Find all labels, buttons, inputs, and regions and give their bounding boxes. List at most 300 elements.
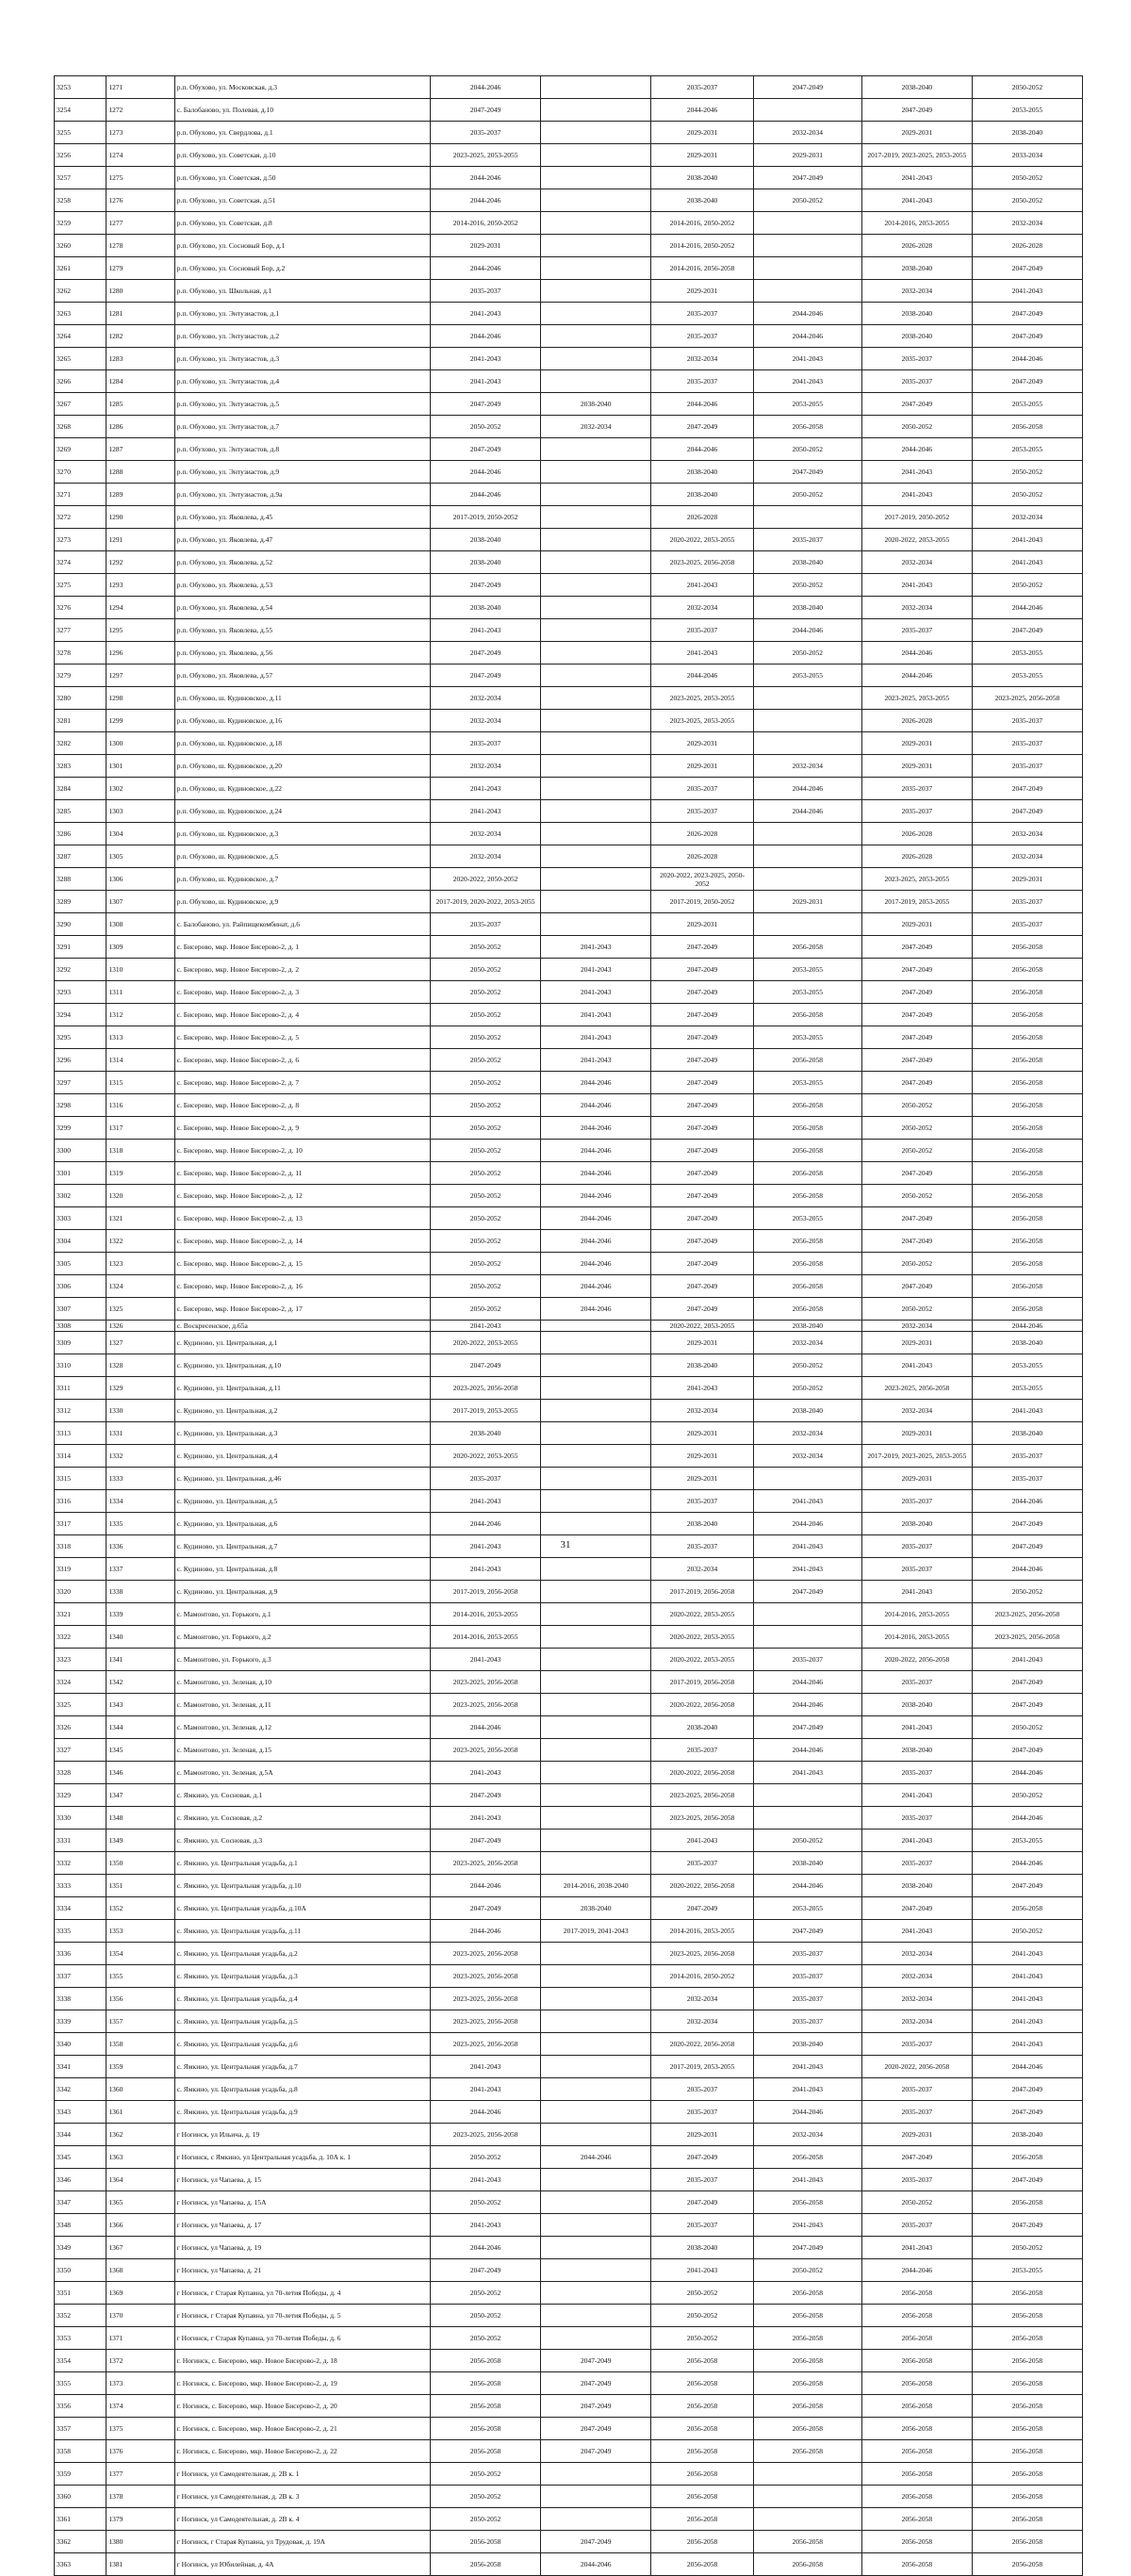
cell-period-1: 2044-2046 <box>431 1875 541 1897</box>
cell-object-id: 1315 <box>107 1072 174 1094</box>
cell-address: р.п. Обухово, ул. Яковлева, д.53 <box>174 574 430 597</box>
cell-row-number: 3256 <box>55 144 107 167</box>
cell-object-id: 1340 <box>107 1626 174 1649</box>
cell-row-number: 3333 <box>55 1875 107 1897</box>
cell-period-5: 2035-2037 <box>861 348 972 370</box>
cell-period-1: 2047-2049 <box>431 438 541 461</box>
cell-period-5: 2056-2058 <box>861 2305 972 2327</box>
cell-period-5: 2056-2058 <box>861 2372 972 2395</box>
table-row <box>55 1026 1083 1049</box>
cell-period-6: 2038-2040 <box>972 2124 1082 2146</box>
cell-period-2 <box>541 2282 651 2305</box>
cell-period-4: 2044-2046 <box>753 1739 861 1762</box>
cell-period-3: 2041-2043 <box>651 574 754 597</box>
cell-period-4: 2056-2058 <box>753 2282 861 2305</box>
cell-row-number: 3264 <box>55 325 107 348</box>
cell-period-3: 2056-2058 <box>651 2418 754 2440</box>
cell-period-4: 2053-2055 <box>753 393 861 416</box>
cell-period-2: 2044-2046 <box>541 1140 651 1162</box>
cell-address: р.п. Обухово, ш. Кудиновское, д.11 <box>174 687 430 710</box>
cell-object-id: 1290 <box>107 506 174 529</box>
table-row <box>55 2440 1083 2463</box>
cell-period-1: 2029-2031 <box>431 235 541 257</box>
cell-address: с. Бисерово, мкр. Новое Бисерово-2, д. 7 <box>174 1072 430 1094</box>
cell-period-3: 2038-2040 <box>651 461 754 484</box>
cell-period-3: 2047-2049 <box>651 1072 754 1094</box>
cell-period-3: 2035-2037 <box>651 76 754 99</box>
cell-period-5: 2035-2037 <box>861 1535 972 1558</box>
cell-period-4 <box>753 710 861 732</box>
cell-row-number: 3299 <box>55 1117 107 1140</box>
cell-period-6: 2056-2058 <box>972 1094 1082 1117</box>
cell-row-number: 3317 <box>55 1513 107 1535</box>
cell-period-6: 2056-2058 <box>972 2372 1082 2395</box>
cell-row-number: 3315 <box>55 1468 107 1490</box>
cell-row-number: 3276 <box>55 597 107 619</box>
cell-period-3: 2035-2037 <box>651 2101 754 2124</box>
cell-period-3: 2017-2019, 2053-2055 <box>651 2056 754 2078</box>
table-row <box>55 2056 1083 2078</box>
table-row <box>55 1581 1083 1603</box>
table-row <box>55 461 1083 484</box>
cell-period-1: 2041-2043 <box>431 303 541 325</box>
cell-period-2 <box>541 529 651 551</box>
cell-period-2 <box>541 144 651 167</box>
cell-period-4: 2044-2046 <box>753 1513 861 1535</box>
table-row <box>55 325 1083 348</box>
cell-period-4: 2053-2055 <box>753 665 861 687</box>
cell-period-1: 2047-2049 <box>431 1897 541 1920</box>
cell-period-1: 2035-2037 <box>431 913 541 936</box>
cell-period-2 <box>541 2508 651 2531</box>
cell-period-2 <box>541 2463 651 2486</box>
table-row <box>55 280 1083 303</box>
table-row <box>55 1626 1083 1649</box>
cell-object-id: 1301 <box>107 755 174 778</box>
cell-address: р.п. Обухово, ул. Советская, д.51 <box>174 189 430 212</box>
cell-period-3: 2032-2034 <box>651 348 754 370</box>
cell-period-6: 2056-2058 <box>972 1117 1082 1140</box>
cell-row-number: 3283 <box>55 755 107 778</box>
cell-row-number: 3293 <box>55 981 107 1004</box>
cell-row-number: 3253 <box>55 76 107 99</box>
cell-period-3: 2029-2031 <box>651 144 754 167</box>
table-row <box>55 1852 1083 1875</box>
cell-row-number: 3316 <box>55 1490 107 1513</box>
cell-period-1: 2032-2034 <box>431 755 541 778</box>
cell-period-6: 2056-2058 <box>972 1140 1082 1162</box>
cell-period-3: 2050-2052 <box>651 2327 754 2350</box>
cell-period-5: 2056-2058 <box>861 2508 972 2531</box>
cell-period-1: 2050-2052 <box>431 1253 541 1275</box>
table-row <box>55 665 1083 687</box>
table-row <box>55 1117 1083 1140</box>
cell-period-3: 2038-2040 <box>651 189 754 212</box>
cell-object-id: 1344 <box>107 1716 174 1739</box>
table-row <box>55 2553 1083 2576</box>
cell-period-3: 2047-2049 <box>651 416 754 438</box>
cell-object-id: 1364 <box>107 2169 174 2191</box>
cell-period-2 <box>541 1671 651 1694</box>
table-row <box>55 1094 1083 1117</box>
cell-period-5: 2056-2058 <box>861 2395 972 2418</box>
cell-period-4 <box>753 2486 861 2508</box>
cell-period-3: 2023-2025, 2056-2058 <box>651 1784 754 1807</box>
cell-period-4 <box>753 212 861 235</box>
cell-object-id: 1299 <box>107 710 174 732</box>
cell-period-2 <box>541 551 651 574</box>
cell-address: с. Ямкино, ул. Центральная усадьба, д.3 <box>174 1965 430 1988</box>
cell-period-2 <box>541 348 651 370</box>
cell-object-id: 1331 <box>107 1422 174 1445</box>
cell-period-5: 2056-2058 <box>861 2463 972 2486</box>
cell-period-1: 2056-2058 <box>431 2553 541 2576</box>
table-row <box>55 303 1083 325</box>
cell-period-3: 2041-2043 <box>651 642 754 665</box>
cell-period-1: 2023-2025, 2056-2058 <box>431 1965 541 1988</box>
cell-period-5: 2050-2052 <box>861 1298 972 1321</box>
cell-period-6: 2044-2046 <box>972 1490 1082 1513</box>
cell-period-1: 2041-2043 <box>431 778 541 800</box>
cell-period-5: 2038-2040 <box>861 325 972 348</box>
cell-period-5: 2026-2028 <box>861 845 972 868</box>
cell-period-4 <box>753 506 861 529</box>
cell-address: р.п. Обухово, ул. Энтузиастов, д.2 <box>174 325 430 348</box>
cell-row-number: 3274 <box>55 551 107 574</box>
cell-period-1: 2041-2043 <box>431 348 541 370</box>
cell-address: г Ногинск, ул Самодеятельная, д. 2В к. 3 <box>174 2486 430 2508</box>
cell-row-number: 3311 <box>55 1377 107 1400</box>
cell-period-1: 2044-2046 <box>431 257 541 280</box>
cell-period-6: 2056-2058 <box>972 416 1082 438</box>
table-row <box>55 959 1083 981</box>
cell-period-5: 2047-2049 <box>861 2146 972 2169</box>
cell-period-4: 2056-2058 <box>753 2372 861 2395</box>
cell-period-4: 2041-2043 <box>753 1558 861 1581</box>
cell-period-4: 2035-2037 <box>753 1965 861 1988</box>
cell-address: р.п. Обухово, ул. Яковлева, д.54 <box>174 597 430 619</box>
cell-period-3: 2026-2028 <box>651 845 754 868</box>
cell-period-5: 2029-2031 <box>861 1422 972 1445</box>
cell-period-3: 2044-2046 <box>651 438 754 461</box>
cell-object-id: 1277 <box>107 212 174 235</box>
table-row <box>55 619 1083 642</box>
cell-period-1: 2047-2049 <box>431 574 541 597</box>
cell-row-number: 3289 <box>55 891 107 913</box>
cell-period-2 <box>541 122 651 144</box>
cell-period-5: 2047-2049 <box>861 1230 972 1253</box>
cell-period-3: 2032-2034 <box>651 1400 754 1422</box>
cell-period-1: 2050-2052 <box>431 1049 541 1072</box>
cell-period-1: 2023-2025, 2056-2058 <box>431 2033 541 2056</box>
table-row <box>55 1377 1083 1400</box>
table-row <box>55 2169 1083 2191</box>
cell-period-6: 2041-2043 <box>972 280 1082 303</box>
cell-address: р.п. Обухово, ул. Яковлева, д.45 <box>174 506 430 529</box>
cell-period-1: 2017-2019, 2053-2055 <box>431 1400 541 1422</box>
cell-period-2 <box>541 1965 651 1988</box>
cell-period-6: 2053-2055 <box>972 1354 1082 1377</box>
cell-period-4 <box>753 1626 861 1649</box>
cell-period-6: 2047-2049 <box>972 1671 1082 1694</box>
cell-address: с. Бисерово, мкр. Новое Бисерово-2, д. 5 <box>174 1026 430 1049</box>
cell-period-2: 2038-2040 <box>541 393 651 416</box>
cell-object-id: 1272 <box>107 99 174 122</box>
cell-address: р.п. Обухово, ш. Кудиновское, д.22 <box>174 778 430 800</box>
cell-period-4 <box>753 732 861 755</box>
cell-period-6: 2038-2040 <box>972 1422 1082 1445</box>
cell-period-5: 2050-2052 <box>861 1117 972 1140</box>
cell-period-6: 2044-2046 <box>972 1807 1082 1829</box>
cell-period-1: 2050-2052 <box>431 2146 541 2169</box>
cell-period-2 <box>541 1852 651 1875</box>
cell-period-6: 2056-2058 <box>972 1049 1082 1072</box>
cell-period-5: 2035-2037 <box>861 370 972 393</box>
cell-period-6: 2053-2055 <box>972 438 1082 461</box>
cell-object-id: 1354 <box>107 1943 174 1965</box>
cell-period-6: 2035-2037 <box>972 710 1082 732</box>
cell-period-3: 2032-2034 <box>651 1558 754 1581</box>
cell-period-2 <box>541 755 651 778</box>
cell-period-4: 2056-2058 <box>753 2305 861 2327</box>
cell-period-5: 2035-2037 <box>861 2214 972 2237</box>
cell-period-5: 2029-2031 <box>861 755 972 778</box>
cell-address: г Ногинск, ул Юбилейная, д. 4А <box>174 2553 430 2576</box>
cell-period-2 <box>541 597 651 619</box>
cell-row-number: 3312 <box>55 1400 107 1422</box>
cell-object-id: 1317 <box>107 1117 174 1140</box>
cell-row-number: 3313 <box>55 1422 107 1445</box>
cell-period-5: 2035-2037 <box>861 2101 972 2124</box>
cell-period-5: 2032-2034 <box>861 1988 972 2010</box>
cell-address: с. Ямкино, ул. Центральная усадьба, д.4 <box>174 1988 430 2010</box>
cell-period-3: 2047-2049 <box>651 2146 754 2169</box>
cell-period-6: 2035-2037 <box>972 732 1082 755</box>
table-row <box>55 1875 1083 1897</box>
table-row <box>55 1162 1083 1185</box>
cell-object-id: 1368 <box>107 2259 174 2282</box>
cell-period-3: 2017-2019, 2056-2058 <box>651 1671 754 1694</box>
cell-object-id: 1345 <box>107 1739 174 1762</box>
table-row <box>55 1275 1083 1298</box>
cell-period-5: 2056-2058 <box>861 2553 972 2576</box>
cell-period-1: 2023-2025, 2056-2058 <box>431 1694 541 1716</box>
cell-period-4 <box>753 868 861 891</box>
cell-period-5: 2047-2049 <box>861 936 972 959</box>
cell-address: с. Кудиново, ул. Центральная, д.6 <box>174 1513 430 1535</box>
cell-period-6: 2056-2058 <box>972 2282 1082 2305</box>
table-row <box>55 257 1083 280</box>
cell-period-4: 2056-2058 <box>753 1004 861 1026</box>
table-row <box>55 1558 1083 1581</box>
cell-address: р.п. Обухово, ул. Энтузиастов, д.4 <box>174 370 430 393</box>
table-row <box>55 1762 1083 1784</box>
cell-address: с. Ямкино, ул. Центральная усадьба, д.7 <box>174 2056 430 2078</box>
cell-period-6: 2050-2052 <box>972 1581 1082 1603</box>
table-row <box>55 393 1083 416</box>
cell-period-5: 2047-2049 <box>861 393 972 416</box>
cell-period-6: 2032-2034 <box>972 506 1082 529</box>
cell-period-2 <box>541 2169 651 2191</box>
cell-period-6: 2032-2034 <box>972 823 1082 845</box>
table-row <box>55 732 1083 755</box>
cell-row-number: 3348 <box>55 2214 107 2237</box>
cell-period-6: 2056-2058 <box>972 936 1082 959</box>
cell-period-1: 2017-2019, 2050-2052 <box>431 506 541 529</box>
cell-period-6: 2026-2028 <box>972 235 1082 257</box>
cell-period-5: 2050-2052 <box>861 2191 972 2214</box>
cell-object-id: 1380 <box>107 2531 174 2553</box>
cell-period-3: 2014-2016, 2053-2055 <box>651 1920 754 1943</box>
cell-row-number: 3263 <box>55 303 107 325</box>
cell-row-number: 3309 <box>55 1332 107 1354</box>
cell-period-3: 2047-2049 <box>651 1094 754 1117</box>
cell-address: с. Бисерово, мкр. Новое Бисерово-2, д. 13 <box>174 1207 430 1230</box>
cell-object-id: 1347 <box>107 1784 174 1807</box>
cell-period-5: 2038-2040 <box>861 1875 972 1897</box>
cell-period-2 <box>541 2056 651 2078</box>
cell-period-6: 2035-2037 <box>972 1445 1082 1468</box>
cell-period-4: 2044-2046 <box>753 1875 861 1897</box>
cell-period-1: 2020-2022, 2053-2055 <box>431 1445 541 1468</box>
cell-object-id: 1305 <box>107 845 174 868</box>
cell-object-id: 1276 <box>107 189 174 212</box>
cell-object-id: 1275 <box>107 167 174 189</box>
cell-period-5: 2050-2052 <box>861 1140 972 1162</box>
cell-period-6: 2044-2046 <box>972 2056 1082 2078</box>
cell-period-4: 2035-2037 <box>753 1943 861 1965</box>
cell-period-4: 2041-2043 <box>753 2169 861 2191</box>
cell-period-2: 2041-2043 <box>541 959 651 981</box>
cell-period-5: 2017-2019, 2050-2052 <box>861 506 972 529</box>
cell-address: р.п. Обухово, ул. Энтузиастов, д.1 <box>174 303 430 325</box>
table-row <box>55 1207 1083 1230</box>
cell-object-id: 1359 <box>107 2056 174 2078</box>
table-row <box>55 2191 1083 2214</box>
cell-address: с. Бисерово, мкр. Новое Бисерово-2, д. 15 <box>174 1253 430 1275</box>
cell-row-number: 3361 <box>55 2508 107 2531</box>
cell-period-6: 2056-2058 <box>972 2486 1082 2508</box>
cell-period-2 <box>541 189 651 212</box>
cell-period-3: 2047-2049 <box>651 936 754 959</box>
cell-period-3: 2056-2058 <box>651 2440 754 2463</box>
cell-row-number: 3359 <box>55 2463 107 2486</box>
cell-period-3: 2029-2031 <box>651 1332 754 1354</box>
cell-period-2 <box>541 1762 651 1784</box>
page-number: 31 <box>560 1539 571 1551</box>
cell-period-2: 2044-2046 <box>541 1094 651 1117</box>
cell-period-6: 2047-2049 <box>972 619 1082 642</box>
cell-period-2 <box>541 891 651 913</box>
cell-row-number: 3266 <box>55 370 107 393</box>
cell-period-2 <box>541 280 651 303</box>
cell-row-number: 3270 <box>55 461 107 484</box>
cell-period-2 <box>541 461 651 484</box>
cell-object-id: 1339 <box>107 1603 174 1626</box>
cell-address: с. Ямкино, ул. Сосновая, д.2 <box>174 1807 430 1829</box>
cell-period-5: 2047-2049 <box>861 1049 972 1072</box>
cell-row-number: 3324 <box>55 1671 107 1694</box>
cell-row-number: 3305 <box>55 1253 107 1275</box>
cell-period-3: 2047-2049 <box>651 1162 754 1185</box>
cell-period-1: 2035-2037 <box>431 280 541 303</box>
cell-object-id: 1369 <box>107 2282 174 2305</box>
cell-row-number: 3301 <box>55 1162 107 1185</box>
table-row <box>55 1332 1083 1354</box>
cell-period-2 <box>541 2124 651 2146</box>
cell-address: р.п. Обухово, ш. Кудиновское, д.24 <box>174 800 430 823</box>
cell-address: с. Бисерово, мкр. Новое Бисерово-2, д. 3 <box>174 981 430 1004</box>
cell-period-5: 2047-2049 <box>861 1162 972 1185</box>
cell-period-4: 2041-2043 <box>753 2214 861 2237</box>
cell-address: с. Ямкино, ул. Центральная усадьба, д.11 <box>174 1920 430 1943</box>
cell-period-2 <box>541 665 651 687</box>
cell-period-2: 2044-2046 <box>541 1298 651 1321</box>
cell-period-1: 2023-2025, 2056-2058 <box>431 1739 541 1762</box>
cell-row-number: 3287 <box>55 845 107 868</box>
cell-period-6: 2056-2058 <box>972 981 1082 1004</box>
cell-period-3: 2020-2022, 2023-2025, 2050-2052 <box>651 868 754 891</box>
cell-period-4: 2053-2055 <box>753 1897 861 1920</box>
cell-object-id: 1293 <box>107 574 174 597</box>
cell-period-6: 2056-2058 <box>972 1298 1082 1321</box>
cell-address: г Ногинск, ул Чапаева, д. 15А <box>174 2191 430 2214</box>
cell-period-5: 2020-2022, 2053-2055 <box>861 529 972 551</box>
cell-period-6: 2050-2052 <box>972 189 1082 212</box>
cell-address: г. Ногинск, с. Бисерово, мкр. Новое Бисерово-2, д. 20 <box>174 2395 430 2418</box>
cell-object-id: 1376 <box>107 2440 174 2463</box>
cell-period-5: 2056-2058 <box>861 2486 972 2508</box>
cell-period-1: 2050-2052 <box>431 2191 541 2214</box>
cell-object-id: 1291 <box>107 529 174 551</box>
cell-period-4 <box>753 2508 861 2531</box>
cell-period-3: 2023-2025, 2056-2058 <box>651 1943 754 1965</box>
cell-period-3: 2047-2049 <box>651 2191 754 2214</box>
cell-period-3: 2047-2049 <box>651 981 754 1004</box>
cell-address: с. Бисерово, мкр. Новое Бисерово-2, д. 6 <box>174 1049 430 1072</box>
cell-object-id: 1300 <box>107 732 174 755</box>
table-row <box>55 1694 1083 1716</box>
cell-period-4: 2050-2052 <box>753 574 861 597</box>
cell-address: р.п. Обухово, ш. Кудиновское, д.9 <box>174 891 430 913</box>
cell-period-6: 2056-2058 <box>972 2440 1082 2463</box>
cell-period-6: 2044-2046 <box>972 1558 1082 1581</box>
cell-period-4: 2047-2049 <box>753 1920 861 1943</box>
cell-object-id: 1358 <box>107 2033 174 2056</box>
cell-period-4: 2044-2046 <box>753 325 861 348</box>
cell-address: р.п. Обухово, ул. Энтузиастов, д.8 <box>174 438 430 461</box>
cell-period-4: 2044-2046 <box>753 2101 861 2124</box>
cell-period-1: 2050-2052 <box>431 1004 541 1026</box>
cell-object-id: 1355 <box>107 1965 174 1988</box>
cell-period-2: 2047-2049 <box>541 2350 651 2372</box>
cell-period-3: 2020-2022, 2053-2055 <box>651 1626 754 1649</box>
cell-period-5: 2041-2043 <box>861 461 972 484</box>
cell-address: с. Бисерово, мкр. Новое Бисерово-2, д. 11 <box>174 1162 430 1185</box>
cell-row-number: 3362 <box>55 2531 107 2553</box>
cell-period-3: 2035-2037 <box>651 325 754 348</box>
cell-address: г Ногинск, г Старая Купавна, ул 70-летия Победы, д. 6 <box>174 2327 430 2350</box>
cell-period-6: 2044-2046 <box>972 1762 1082 1784</box>
cell-period-4: 2035-2037 <box>753 1649 861 1671</box>
table-row <box>55 1943 1083 1965</box>
cell-period-1: 2032-2034 <box>431 845 541 868</box>
cell-period-2 <box>541 2010 651 2033</box>
cell-period-4: 2032-2034 <box>753 122 861 144</box>
cell-address: с. Ямкино, ул. Центральная усадьба, д.10А <box>174 1897 430 1920</box>
cell-period-3: 2029-2031 <box>651 1468 754 1490</box>
cell-period-3: 2014-2016, 2056-2058 <box>651 257 754 280</box>
